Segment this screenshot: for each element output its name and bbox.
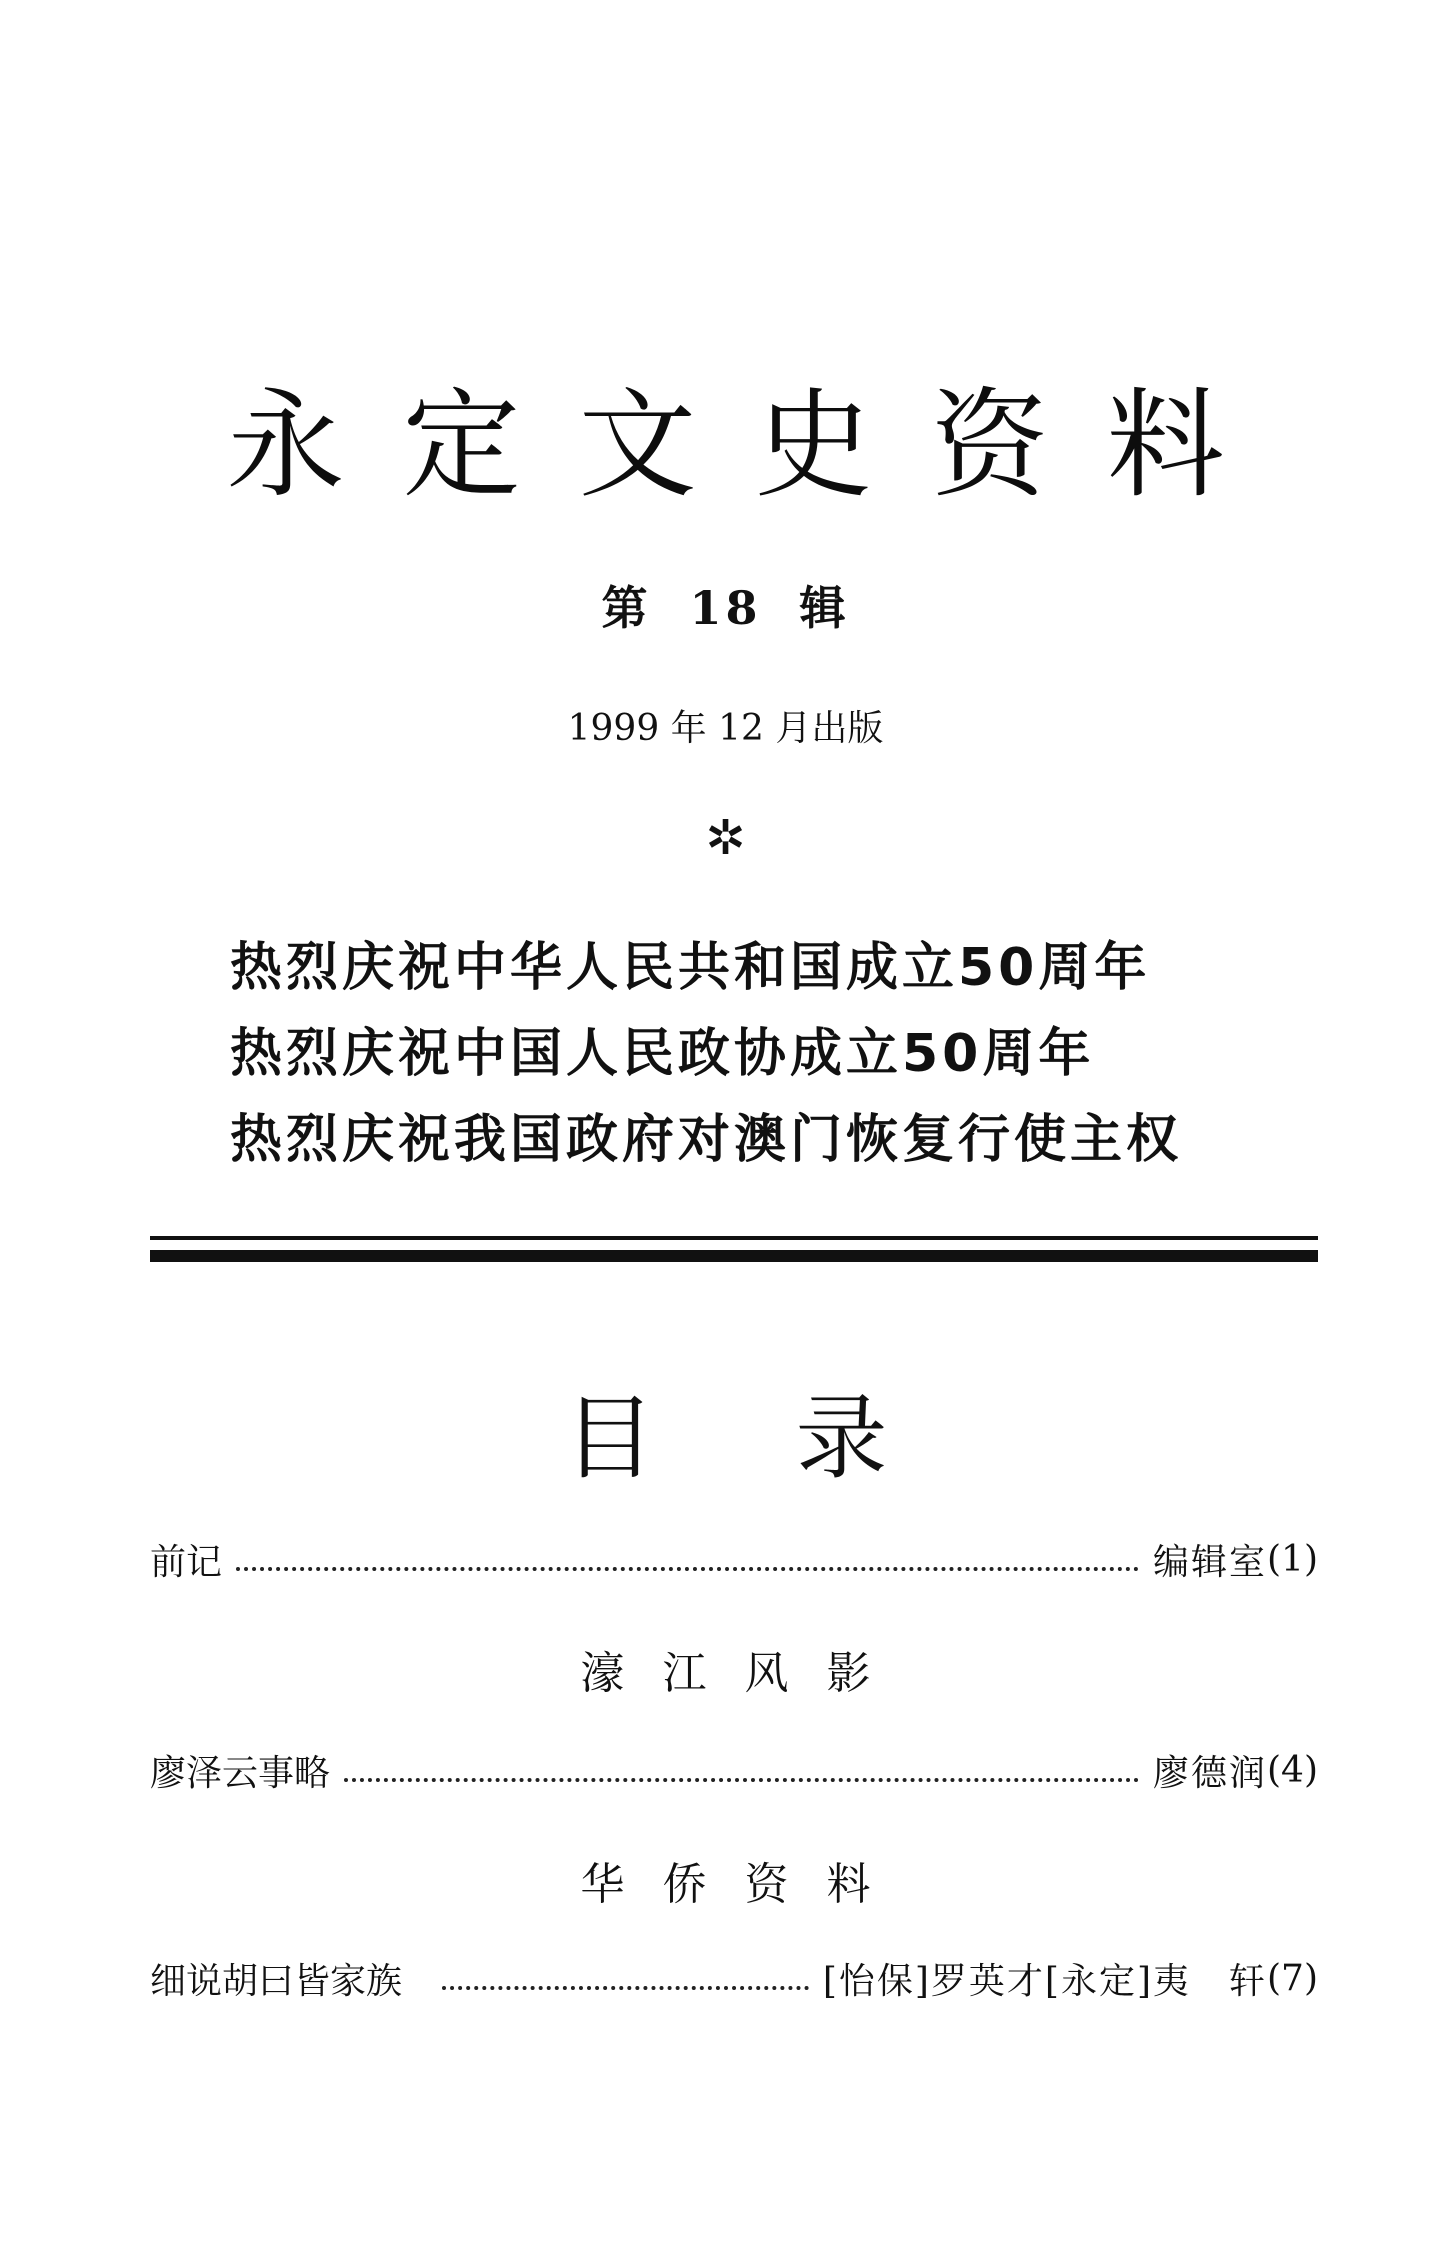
divider-thin — [150, 1236, 1318, 1240]
issue-number: 第 18 辑 — [601, 581, 850, 635]
dot-leader — [236, 1567, 1139, 1571]
toc-entry-author: 编辑室 — [1152, 1541, 1267, 1583]
toc-entry — [150, 1742, 1318, 1798]
toc-entry-author: [怡保]罗英才[永定]夷 轩 — [822, 1960, 1267, 2002]
divider-thick — [150, 1250, 1318, 1262]
toc-section-heading: 华侨资料 — [580, 1859, 909, 1910]
toc-entry-title: 前记 — [150, 1541, 223, 1583]
toc-entry-page: (4) — [1267, 1749, 1318, 1791]
toc-entry-page: (7) — [1267, 1957, 1318, 1999]
toc-entry — [150, 1531, 1318, 1587]
toc-entry-title: 廖泽云事略 — [150, 1752, 331, 1794]
dot-leader — [344, 1778, 1139, 1782]
flower-ornament-icon: ✲ — [705, 810, 746, 866]
publication-title: 永定文史资料 — [226, 376, 1283, 514]
toc-entry-title: 细说胡曰皆家族 — [150, 1960, 403, 2002]
toc-entry — [150, 1950, 1318, 2006]
slogan-line: 热烈庆祝我国政府对澳门恢复行使主权 — [230, 1110, 1183, 1170]
dot-leader — [442, 1986, 809, 1990]
slogan-line: 热烈庆祝中华人民共和国成立50周年 — [230, 938, 1151, 998]
toc-section-heading: 濠江风影 — [580, 1648, 909, 1699]
toc-heading: 目录 — [563, 1385, 1028, 1492]
publish-date: 1999 年 12 月出版 — [567, 708, 884, 749]
slogan-block — [230, 925, 1230, 1183]
toc-entry-page: (1) — [1267, 1538, 1318, 1580]
slogan-line: 热烈庆祝中国人民政协成立50周年 — [230, 1024, 1095, 1084]
toc-entry-author: 廖德润 — [1152, 1752, 1267, 1794]
